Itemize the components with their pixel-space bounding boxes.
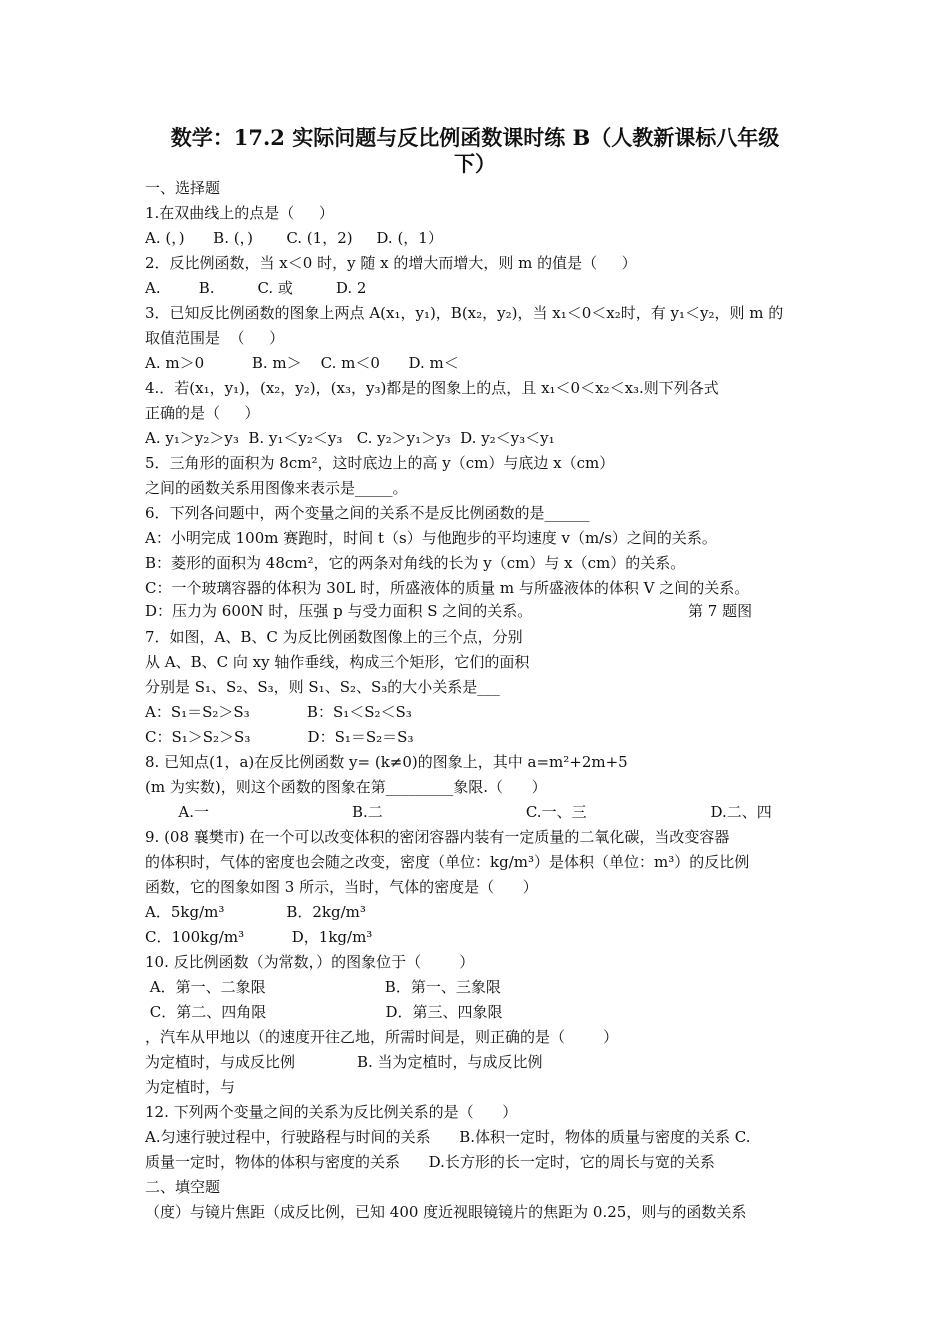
figure-caption: 第 7 题图 <box>688 602 753 620</box>
question-text: 正确的是（ ） <box>145 404 260 422</box>
question-options: A.一 B.二 C.一、三 D.二、四 <box>145 803 772 821</box>
question-text: 3．已知反比例函数的图象上两点 A(x₁，y₁)，B(x₂，y₂)，当 x₁＜0＜x₂时，有 y₁＜y₂，则 m 的 <box>145 304 784 322</box>
question-text: 12. 下列两个变量之间的关系为反比例关系的是（ ） <box>145 1103 518 1121</box>
section-heading-fill: 二、填空题 <box>145 1178 221 1196</box>
question-options: C．100kg/m³ D，1kg/m³ <box>145 928 373 946</box>
question-text: 10. 反比例函数（为常数，）的图象位于（ ） <box>145 953 475 971</box>
question-options: 为定植时，与 <box>145 1078 236 1096</box>
section-heading-choice: 一、选择题 <box>145 179 221 197</box>
question-text: 之间的函数关系用图像来表示是_____。 <box>145 479 408 497</box>
question-options: A：S₁＝S₂＞S₃ B：S₁＜S₂＜S₃ <box>145 703 412 721</box>
question-text: 6．下列各问题中，两个变量之间的关系不是反比例函数的是______ <box>145 504 590 522</box>
question-text: 函数，它的图象如图 3 所示，当时，气体的密度是（ ） <box>145 878 538 896</box>
question-text: （度）与镜片焦距（成反比例，已知 400 度近视眼镜镜片的焦距为 0.25，则与的函数关系 <box>145 1203 747 1221</box>
question-text: 7．如图，A、B、C 为反比例函数图像上的三个点，分别 <box>145 628 523 646</box>
question-option: B：菱形的面积为 48cm²，它的两条对角线的长为 y（cm）与 x（cm）的关系。 <box>145 554 686 572</box>
document-title-line-1: 数学：17.2 实际问题与反比例函数课时练 B（人教新课标八年级 <box>170 125 780 150</box>
question-text: ，汽车从甲地以（的速度开往乙地，所需时间是，则正确的是（ ） <box>145 1028 619 1046</box>
question-options: A．5kg/m³ B．2kg/m³ <box>145 903 366 921</box>
question-option: A：小明完成 100m 赛跑时，时间 t（s）与他跑步的平均速度 v（m/s）之间的关系。 <box>145 529 717 547</box>
question-text: 取值范围是 （ ） <box>145 329 285 347</box>
question-text: 9. (08 襄樊市) 在一个可以改变体积的密闭容器内装有一定质量的二氧化碳，当改变容器 <box>145 828 730 846</box>
document-title-line-2: 下） <box>454 151 496 176</box>
question-options: A．第一、二象限 B．第一、三象限 <box>145 978 501 996</box>
question-text: 分别是 S₁、S₂、S₃，则 S₁、S₂、S₃的大小关系是___ <box>145 678 500 696</box>
question-option: D：压力为 600N 时，压强 p 与受力面积 S 之间的关系。 <box>145 602 533 620</box>
question-options: A. (，) B. (，) C. (1，2) D. (，1） <box>145 229 443 247</box>
question-options: A. B. C. 或 D. 2 <box>145 279 367 297</box>
question-options: A. y₁＞y₂＞y₃ B. y₁＜y₂＜y₃ C. y₂＞y₁＞y₃ D. y₂＜y₃＜y₁ <box>145 429 555 447</box>
question-options: 质量一定时，物体的体积与密度的关系 D.长方形的长一定时，它的周长与宽的关系 <box>145 1153 715 1171</box>
question-text: (m 为实数)，则这个函数的图象在第_________象限.（ ） <box>145 778 547 796</box>
question-options: C：S₁＞S₂＞S₃ D：S₁＝S₂＝S₃ <box>145 728 414 746</box>
question-option: C：一个玻璃容器的体积为 30L 时，所盛液体的质量 m 与所盛液体的体积 V 之间的关系。 <box>145 579 750 597</box>
question-options: A. m＞0 B. m＞ C. m＜0 D. m＜ <box>145 354 459 372</box>
question-options: C．第二、四角限 D．第三、四象限 <box>145 1003 503 1021</box>
question-text: 从 A、B、C 向 xy 轴作垂线，构成三个矩形，它们的面积 <box>145 653 530 671</box>
question-options: 为定植时，与成反比例 B. 当为定植时，与成反比例 <box>145 1053 543 1071</box>
question-text: 8. 已知点(1，a)在反比例函数 y= (k≠0)的图象上，其中 a=m²+2m+5 <box>145 753 628 771</box>
question-text: 5．三角形的面积为 8cm²，这时底边上的高 y（cm）与底边 x（cm） <box>145 454 615 472</box>
question-text: 1.在双曲线上的点是（ ） <box>145 204 334 222</box>
question-text: 的体积时，气体的密度也会随之改变，密度（单位：kg/m³）是体积（单位：m³）的反比例 <box>145 853 750 871</box>
question-options: A.匀速行驶过程中，行驶路程与时间的关系 B.体积一定时，物体的质量与密度的关系 C. <box>145 1128 751 1146</box>
question-text: 4.．若(x₁，y₁)，(x₂，y₂)，(x₃，y₃)都是的图象上的点，且 x₁＜0＜x₂＜x₃.则下列各式 <box>145 379 719 397</box>
question-text: 2．反比例函数，当 x＜0 时，y 随 x 的增大而增大，则 m 的值是（ ） <box>145 254 637 272</box>
